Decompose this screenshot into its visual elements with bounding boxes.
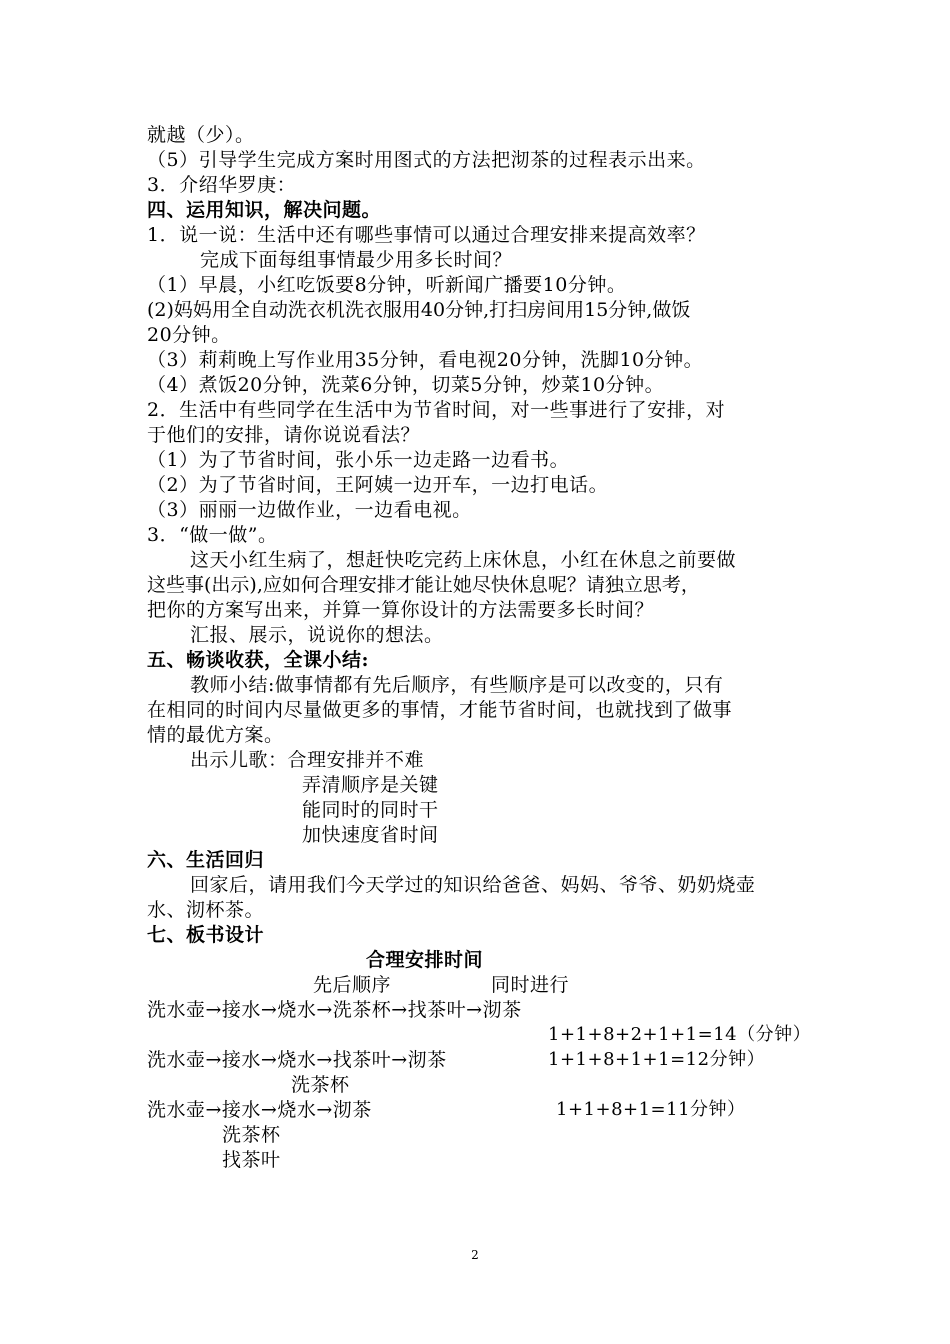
text-line: （2）为了节省时间，王阿姨一边开车，一边打电话。: [147, 474, 609, 496]
poem-line: 加快速度省时间: [302, 824, 439, 846]
text-line: 汇报、展示，说说你的想法。: [190, 624, 444, 646]
poem-intro: 出示儿歌：合理安排并不难: [190, 749, 425, 771]
section-heading-7: 七、板书设计: [147, 924, 265, 946]
text-line: （5）引导学生完成方案时用图式的方法把沏茶的过程表示出来。: [147, 149, 706, 171]
board-sequence-3-parallel-a: 洗茶杯: [222, 1124, 281, 1146]
section-heading-4: 四、运用知识，解决问题。: [147, 199, 382, 221]
text-line: 2．生活中有些同学在生活中为节省时间，对一些事进行了安排，对: [147, 399, 726, 421]
text-line: （3）莉莉晚上写作业用35分钟，看电视20分钟，洗脚10分钟。: [147, 349, 704, 371]
board-calculation-2: 1+1+8+1+1=12分钟）: [548, 1049, 766, 1070]
text-line: 3．介绍华罗庚：: [147, 174, 297, 196]
text-line: 在相同的时间内尽量做更多的事情，才能节省时间，也就找到了做事: [147, 699, 733, 721]
board-calculation-3: 1+1+8+1=11分钟）: [556, 1099, 746, 1120]
text-line: 把你的方案写出来，并算一算你设计的方法需要多长时间？: [147, 599, 655, 621]
section-heading-5: 五、畅谈收获，全课小结:: [147, 649, 370, 671]
text-line: 3．“做一做”。: [147, 524, 278, 546]
text-line: 就越（少）。: [147, 124, 255, 146]
text-line: （3）丽丽一边做作业，一边看电视。: [147, 499, 472, 521]
poem-line: 能同时的同时干: [302, 799, 439, 821]
text-line: 20分钟。: [147, 324, 231, 346]
board-calculation-1: 1+1+8+2+1+1=14（分钟）: [548, 1024, 812, 1045]
board-column-parallel: 同时进行: [491, 974, 570, 996]
text-line: （1）早晨，小红吃饭要8分钟，听新闻广播要10分钟。: [147, 274, 627, 296]
board-sequence-3-parallel-b: 找茶叶: [222, 1149, 281, 1171]
text-line: 水、沏杯茶。: [147, 899, 265, 921]
text-line: 完成下面每组事情最少用多长时间？: [200, 249, 513, 271]
text-line: 情的最优方案。: [147, 724, 284, 746]
text-line: 这天小红生病了，想赶快吃完药上床休息，小红在休息之前要做: [190, 549, 737, 571]
board-sequence-2: 洗水壶→接水→烧水→找茶叶→沏茶: [147, 1049, 447, 1071]
text-line: 教师小结:做事情都有先后顺序，有些顺序是可以改变的，只有: [190, 674, 724, 696]
board-title: 合理安排时间: [366, 949, 484, 971]
board-column-sequential: 先后顺序: [313, 974, 392, 996]
text-line: 1．说一说：生活中还有哪些事情可以通过合理安排来提高效率？: [147, 224, 706, 246]
text-line: （1）为了节省时间，张小乐一边走路一边看书。: [147, 449, 570, 471]
board-sequence-2-parallel: 洗茶杯: [291, 1074, 350, 1096]
text-line: 于他们的安排，请你说说看法？: [147, 424, 421, 446]
text-line: 回家后，请用我们今天学过的知识给爸爸、妈妈、爷爷、奶奶烧壶: [190, 874, 756, 896]
text-line: (2)妈妈用全自动洗衣机洗衣服用40分钟,打扫房间用15分钟,做饭: [147, 299, 691, 321]
page-number: 2: [471, 1248, 479, 1262]
board-sequence-3: 洗水壶→接水→烧水→沏茶: [147, 1099, 372, 1121]
section-heading-6: 六、生活回归: [147, 849, 265, 871]
text-line: （4）煮饭20分钟，洗菜6分钟，切菜5分钟，炒菜10分钟。: [147, 374, 665, 396]
poem-line: 弄清顺序是关键: [302, 774, 439, 796]
text-line: 这些事(出示),应如何合理安排才能让她尽快休息呢？请独立思考，: [147, 574, 700, 596]
board-sequence-1: 洗水壶→接水→烧水→洗茶杯→找茶叶→沏茶: [147, 999, 522, 1021]
